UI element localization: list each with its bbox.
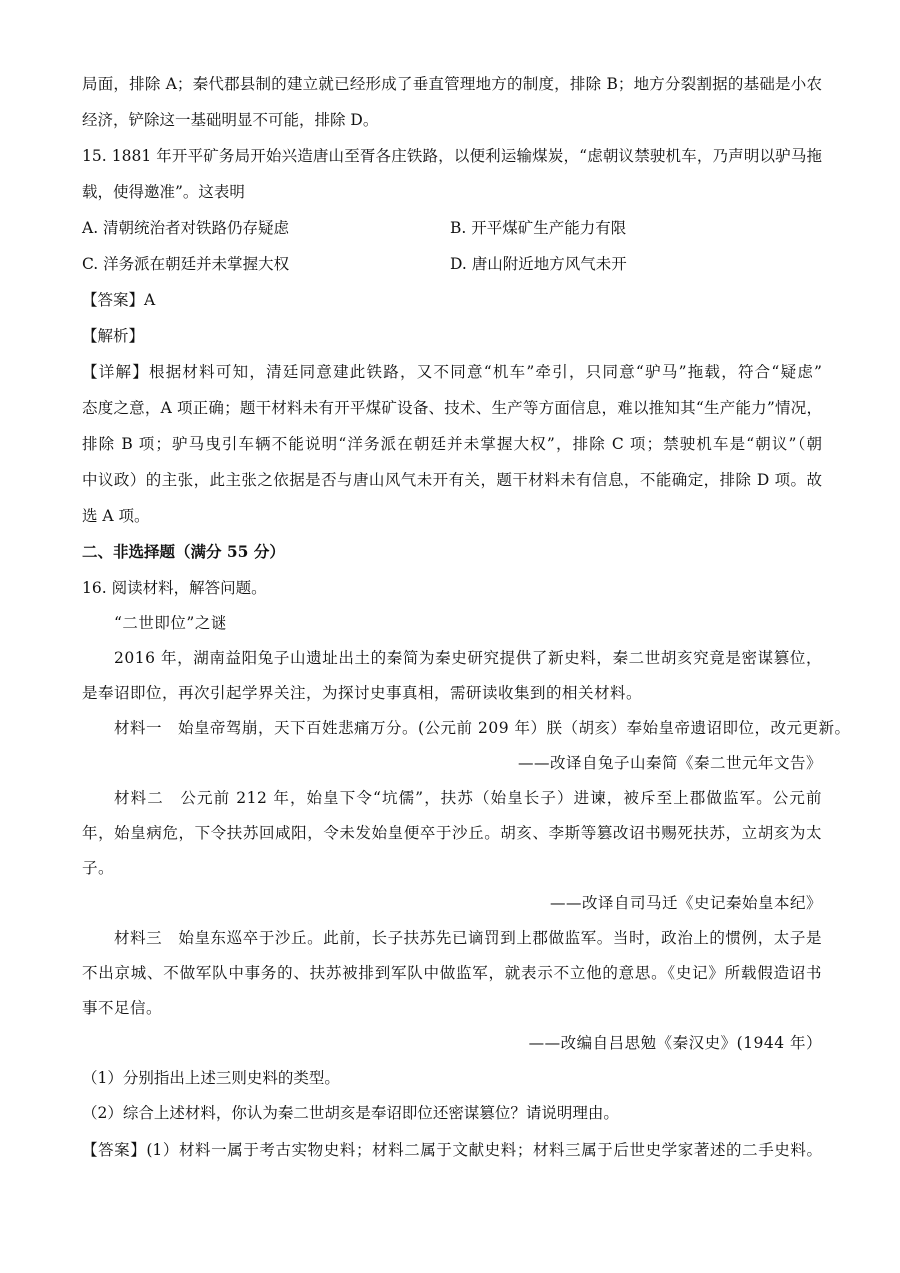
- q15-option-d: D. 唐山附近地方风气未开: [450, 255, 627, 273]
- material-2-line-3: 子。: [82, 859, 115, 877]
- q16-stem: 16. 阅读材料，解答问题。: [82, 579, 267, 597]
- q16-question-2: （2）综合上述材料，你认为秦二世胡亥是奉诏即位还密谋篡位？请说明理由。: [82, 1104, 619, 1122]
- material-3-line-1: 材料三 始皇东巡卒于沙丘。此前，长子扶苏先已谪罚到上郡做监军。当时，政治上的惯例，太子是: [114, 929, 822, 947]
- q16-intro-line-1: 2016 年，湖南益阳兔子山遗址出土的秦简为秦史研究提供了新史料，秦二世胡亥究竟是密谋篡位，: [114, 649, 822, 667]
- q15-detail-line-1: 【详解】根据材料可知，清廷同意建此铁路，又不同意“机车”牵引，只同意“驴马”拖载，符合“疑虑”: [82, 363, 822, 381]
- q16-question-1: （1）分别指出上述三则史料的类型。: [82, 1069, 340, 1087]
- q15-stem-line-2: 载，使得邀准”。这表明: [82, 183, 245, 201]
- q15-detail-line-3: 排除 B 项；驴马曳引车辆不能说明“洋务派在朝廷并未掌握大权”，排除 C 项；禁驶机车是“朝议”（朝: [82, 435, 822, 453]
- q16-answer: 【答案】(1）材料一属于考古实物史料；材料二属于文献史料；材料三属于后世史学家著述的二手史料。: [82, 1141, 822, 1159]
- q15-option-a: A. 清朝统治者对铁路仍存疑虑: [82, 219, 290, 237]
- q15-option-c: C. 洋务派在朝廷并未掌握大权: [82, 255, 290, 273]
- intro-line-1: 局面，排除 A；秦代郡县制的建立就已经形成了垂直管理地方的制度，排除 B；地方分裂割据的基础是小农: [82, 75, 822, 93]
- intro-line-2: 经济，铲除这一基础明显不可能，排除 D。: [82, 111, 379, 129]
- material-2-line-2: 年，始皇病危，下令扶苏回咸阳，令未发始皇便卒于沙丘。胡亥、李斯等篡改诏书赐死扶苏，立胡亥为太: [82, 824, 822, 842]
- q15-detail-line-5: 选 A 项。: [82, 507, 150, 525]
- material-3-source: ——改编自吕思勉《秦汉史》(1944 年）: [528, 1034, 822, 1052]
- material-2-line-1: 材料二 公元前 212 年，始皇下令“坑儒”，扶苏（始皇长子）进谏，被斥至上郡做监军。公元前: [114, 789, 822, 807]
- q15-option-b: B. 开平煤矿生产能力有限: [450, 219, 627, 237]
- q15-detail-line-2: 态度之意，A 项正确；题干材料未有开平煤矿设备、技术、生产等方面信息，难以推知其“生产能力”情况，: [82, 399, 822, 417]
- q16-intro-line-2: 是奉诏即位，再次引起学界关注，为探讨史事真相，需研读收集到的相关材料。: [82, 684, 643, 702]
- material-2-source: ——改译自司马迁《史记秦始皇本纪》: [549, 894, 822, 912]
- q16-title: “二世即位”之谜: [114, 614, 227, 632]
- q15-detail-line-4: 中议政）的主张，此主张之依据是否与唐山风气未开有关，题干材料未有信息，不能确定，排除 D 项。故: [82, 471, 822, 489]
- q15-stem-line-1: 15. 1881 年开平矿务局开始兴造唐山至胥各庄铁路，以便利运输煤炭，“虑朝议禁驶机车，乃声明以驴马拖: [82, 147, 822, 165]
- material-3-line-2: 不出京城、不做军队中事务的、扶苏被排到军队中做监军，就表示不立他的意思。《史记》所载假造诏书: [82, 964, 822, 982]
- material-3-line-3: 事不足信。: [82, 999, 163, 1017]
- material-1-source: ——改译自兔子山秦简《秦二世元年文告》: [517, 754, 822, 772]
- q15-analysis-label: 【解析】: [82, 327, 145, 345]
- q15-answer: 【答案】A: [82, 291, 156, 309]
- material-1-text: 材料一 始皇帝驾崩，天下百姓悲痛万分。(公元前 209 年）朕（胡亥）奉始皇帝遗诏即位，改元更新。: [114, 719, 851, 737]
- section2-heading: 二、非选择题（满分 55 分）: [82, 542, 285, 561]
